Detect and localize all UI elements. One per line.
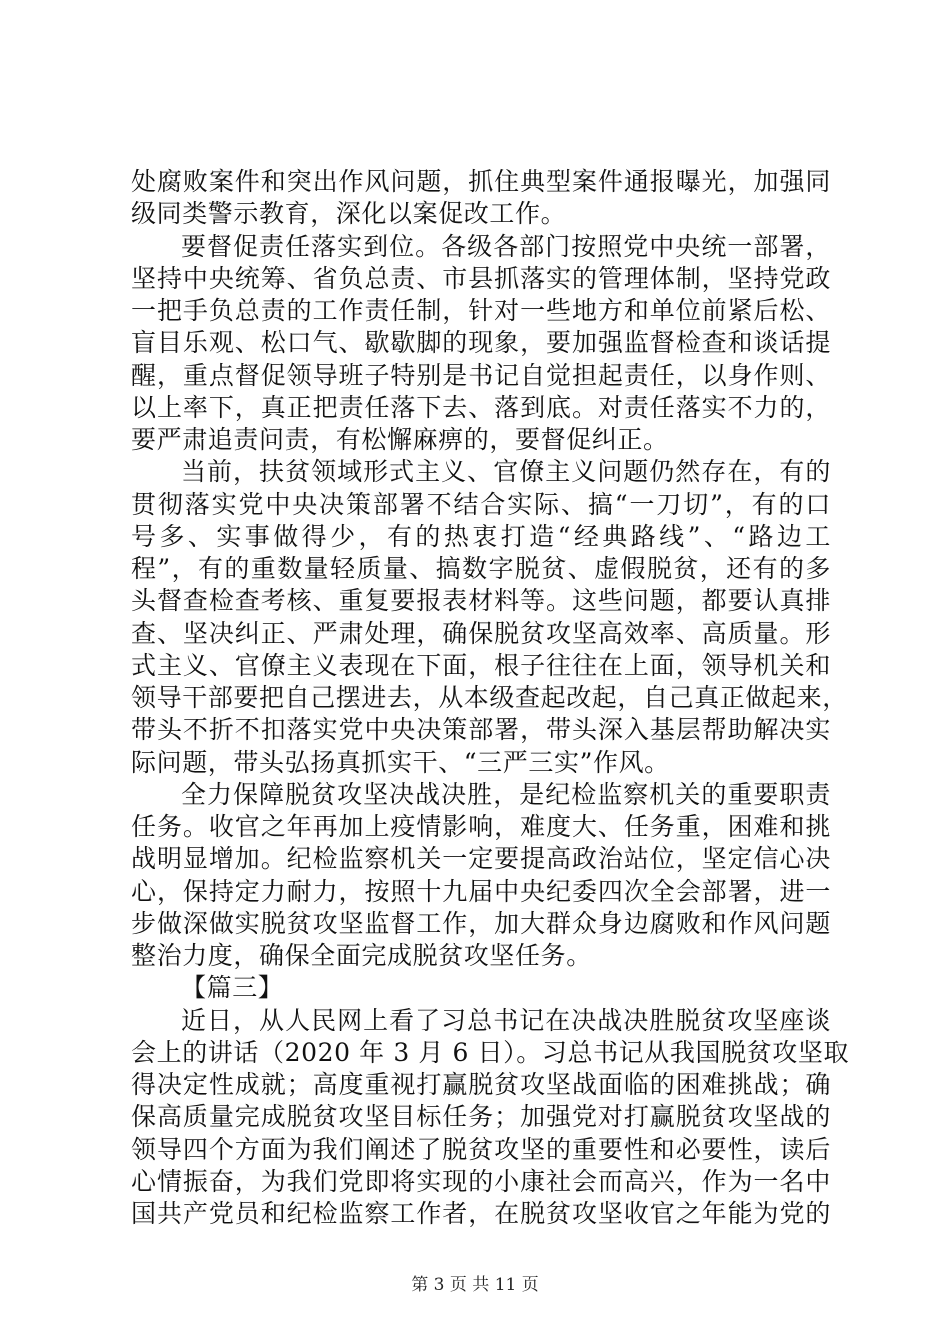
text-line: 式主义、官僚主义表现在下面，根子往往在上面，领导机关和 (131, 650, 831, 680)
text-line: 要督促责任落实到位。各级各部门按照党中央统一部署， (181, 231, 831, 261)
text-line: 会上的讲话（2020 年 3 月 6 日）。习总书记从我国脱贫攻坚取 (131, 1037, 850, 1067)
text-line: 贯彻落实党中央决策部署不结合实际、搞“一刀切”，有的口 (131, 489, 831, 519)
text-line: 级同类警示教育，深化以案促改工作。 (131, 199, 567, 229)
text-line: 得决定性成就；高度重视打赢脱贫攻坚战面临的困难挑战；确 (131, 1070, 831, 1099)
text-line: 程”，有的重数量轻质量、搞数字脱贫、虚假脱贫，还有的多 (131, 554, 831, 583)
page-footer: 第 3 页 共 11 页 (411, 1275, 539, 1295)
text-line: 带头不折不扣落实党中央决策部署，带头深入基层帮助解决实 (131, 715, 831, 745)
body-text (131, 166, 850, 1230)
text-line: 处腐败案件和突出作风问题，抓住典型案件通报曝光，加强同 (131, 167, 831, 196)
text-line: 坚持中央统筹、省负总责、市县抓落实的管理体制，坚持党政 (131, 263, 831, 293)
text-line: 国共产党员和纪检监察工作者，在脱贫攻坚收官之年能为党的 (131, 1199, 831, 1228)
text-line: 领导干部要把自己摆进去，从本级查起改起，自己真正做起来， (131, 683, 848, 712)
text-line: 步做深做实脱贫攻坚监督工作，加大群众身边腐败和作风问题 (131, 908, 831, 938)
text-line: 际问题，带头弘扬真抓实干、“三严三实”作风。 (131, 747, 670, 777)
text-line: 心，保持定力耐力，按照十九届中央纪委四次全会部署，进一 (131, 876, 831, 906)
text-line: 【篇三】 (181, 973, 284, 1003)
text-line: 任务。收官之年再加上疫情影响，难度大、任务重，困难和挑 (131, 812, 831, 841)
text-line: 头督查检查考核、重复要报表材料等。这些问题，都要认真排 (131, 586, 831, 616)
text-line: 号多、实事做得少，有的热衷打造“经典路线”、“路边工 (131, 521, 831, 551)
text-line: 盲目乐观、松口气、歇歇脚的现象，要加强监督检查和谈话提 (131, 328, 831, 358)
text-line: 保高质量完成脱贫攻坚目标任务；加强党对打赢脱贫攻坚战的 (131, 1102, 831, 1132)
text-line: 醒，重点督促领导班子特别是书记自觉担起责任，以身作则、 (131, 360, 831, 390)
text-line: 当前，扶贫领域形式主义、官僚主义问题仍然存在，有的 (181, 457, 831, 487)
text-line: 心情振奋，为我们党即将实现的小康社会而高兴，作为一名中 (131, 1166, 831, 1196)
text-line: 一把手负总责的工作责任制，针对一些地方和单位前紧后松、 (131, 296, 831, 325)
text-line: 整治力度，确保全面完成脱贫攻坚任务。 (131, 941, 592, 970)
text-line: 全力保障脱贫攻坚决战决胜，是纪检监察机关的重要职责 (181, 779, 831, 809)
text-line: 要严肃追责问责，有松懈麻痹的，要督促纠正。 (131, 425, 669, 454)
text-line: 近日，从人民网上看了习总书记在决战决胜脱贫攻坚座谈 (181, 1005, 831, 1035)
text-line: 以上率下，真正把责任落下去、落到底。对责任落实不力的， (131, 392, 831, 422)
text-line: 领导四个方面为我们阐述了脱贫攻坚的重要性和必要性，读后 (131, 1134, 831, 1164)
text-line: 战明显增加。纪检监察机关一定要提高政治站位，坚定信心决 (131, 844, 831, 874)
text-line: 查、坚决纠正、严肃处理，确保脱贫攻坚高效率、高质量。形 (131, 618, 831, 648)
